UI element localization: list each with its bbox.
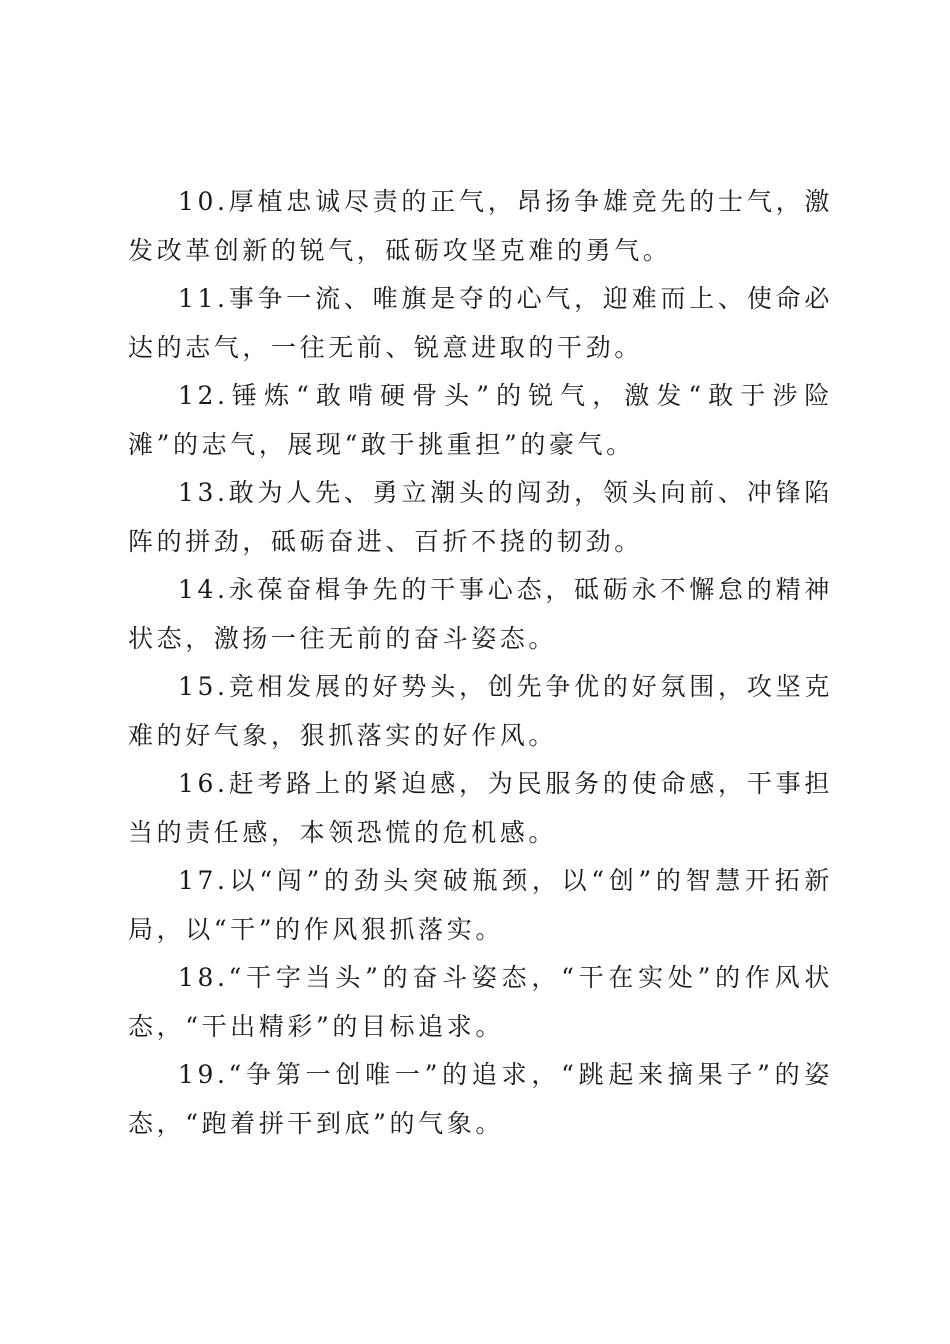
paragraph-17: 17.以“闯”的劲头突破瓶颈，以“创”的智慧开拓新局，以“干”的作风狠抓落实。: [128, 866, 833, 944]
paragraph-10: 10.厚植忠诚尽责的正气，昂扬争雄竞先的士气，激发改革创新的锐气，砥砺攻坚克难的勇气。: [128, 187, 833, 265]
paragraph-15: 15.竞相发展的好势头，创先争优的好氛围，攻坚克难的好气象，狠抓落实的好作风。: [128, 672, 833, 750]
paragraph-19: 19.“争第一创唯一”的追求，“跳起来摘果子”的姿态，“跑着拼干到底”的气象。: [128, 1060, 833, 1138]
paragraph-14: 14.永葆奋楫争先的干事心态，砥砺永不懈怠的精神状态，激扬一往无前的奋斗姿态。: [128, 575, 833, 653]
paragraph-12: 12.锤炼“敢啃硬骨头”的锐气，激发“敢于涉险滩”的志气，展现“敢于挑重担”的豪气。: [128, 381, 833, 459]
paragraph-18: 18.“干字当头”的奋斗姿态，“干在实处”的作风状态，“干出精彩”的目标追求。: [128, 963, 833, 1041]
paragraph-13: 13.敢为人先、勇立潮头的闯劲，领头向前、冲锋陷阵的拼劲，砥砺奋进、百折不挠的韧劲。: [128, 478, 833, 556]
paragraph-11: 11.事争一流、唯旗是夺的心气，迎难而上、使命必达的志气，一往无前、锐意进取的干劲。: [128, 284, 833, 362]
document-body: [128, 178, 833, 1148]
paragraph-16: 16.赶考路上的紧迫感，为民服务的使命感，干事担当的责任感，本领恐慌的危机感。: [128, 769, 833, 847]
